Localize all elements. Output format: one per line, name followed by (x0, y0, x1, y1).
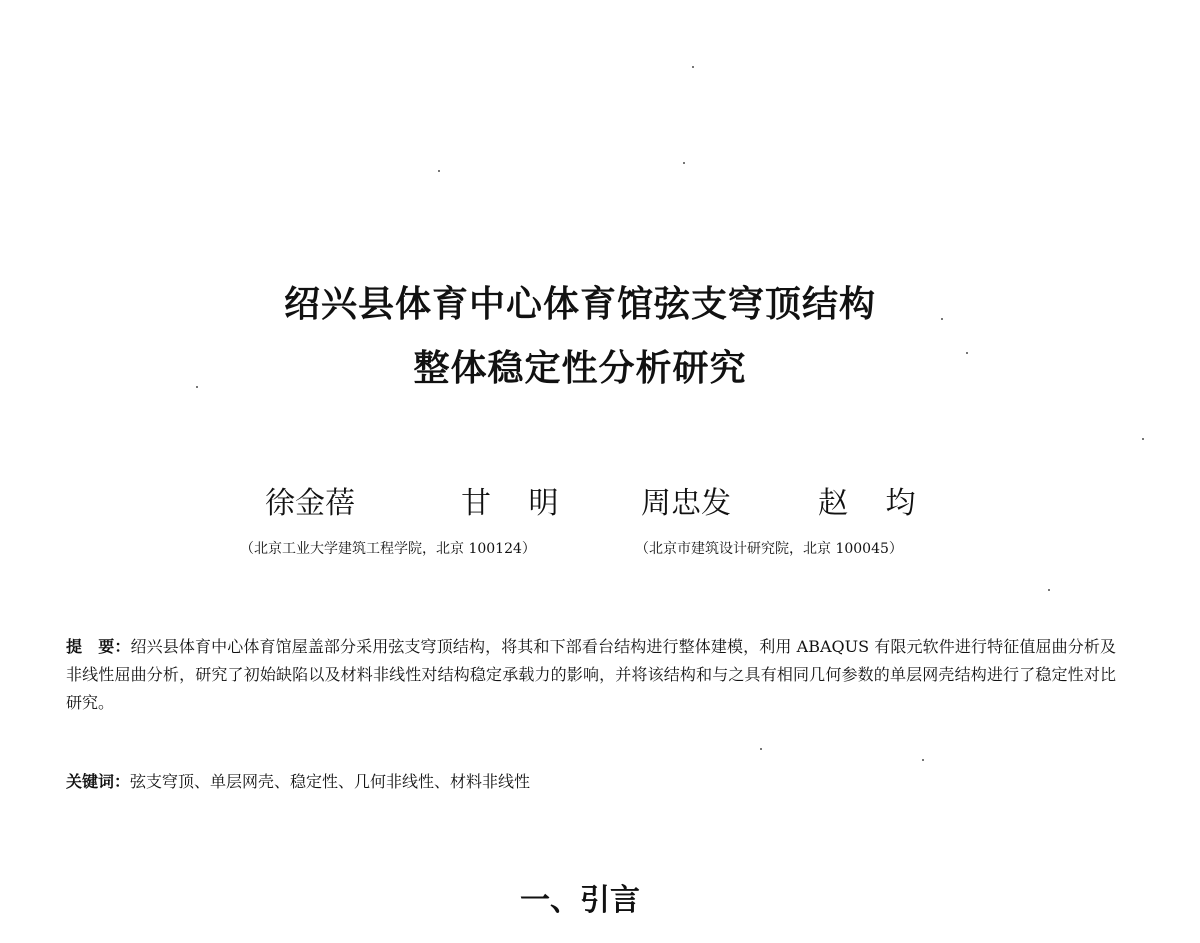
scan-speck (196, 386, 198, 388)
author-3: 周忠发 (641, 486, 731, 521)
abstract (66, 633, 1116, 717)
scan-speck (760, 748, 762, 750)
keywords (66, 768, 1116, 796)
abstract-label: 提 要： (66, 637, 131, 656)
abstract-text: 绍兴县体育中心体育馆屋盖部分采用弦支穹顶结构，将其和下部看台结构进行整体建模，利用 ABAQUS 有限元软件进行特征值屈曲分析及非线性屈曲分析，研究了初始缺陷以及材料非线性对结构稳定承载力的影响，并将该结构和与之具有相同几何参数的单层网壳结构进行了稳定性对比研究。 (66, 637, 1116, 712)
section-heading-introduction: 一、引言 (520, 883, 640, 918)
scan-speck (941, 318, 943, 320)
paper-title-line-1: 绍兴县体育中心体育馆弦支穹顶结构 (283, 284, 876, 325)
author-4: 赵 均 (818, 486, 930, 521)
author-1: 徐金蓓 (265, 486, 355, 521)
paper-title-line-2: 整体稳定性分析研究 (413, 348, 747, 389)
affiliation-2: （北京市建筑设计研究院，北京 100045） (635, 541, 903, 557)
scan-speck (966, 352, 968, 354)
scan-speck (922, 759, 924, 761)
keywords-text: 弦支穹顶、单层网壳、稳定性、几何非线性、材料非线性 (130, 772, 531, 791)
scan-speck (683, 162, 685, 164)
scan-speck (692, 66, 694, 68)
author-2: 甘 明 (461, 486, 573, 521)
scan-speck (1142, 438, 1144, 440)
scan-speck (438, 170, 440, 172)
keywords-label: 关键词： (66, 772, 131, 791)
affiliation-1: （北京工业大学建筑工程学院，北京 100124） (240, 541, 536, 557)
scan-speck (1048, 589, 1050, 591)
